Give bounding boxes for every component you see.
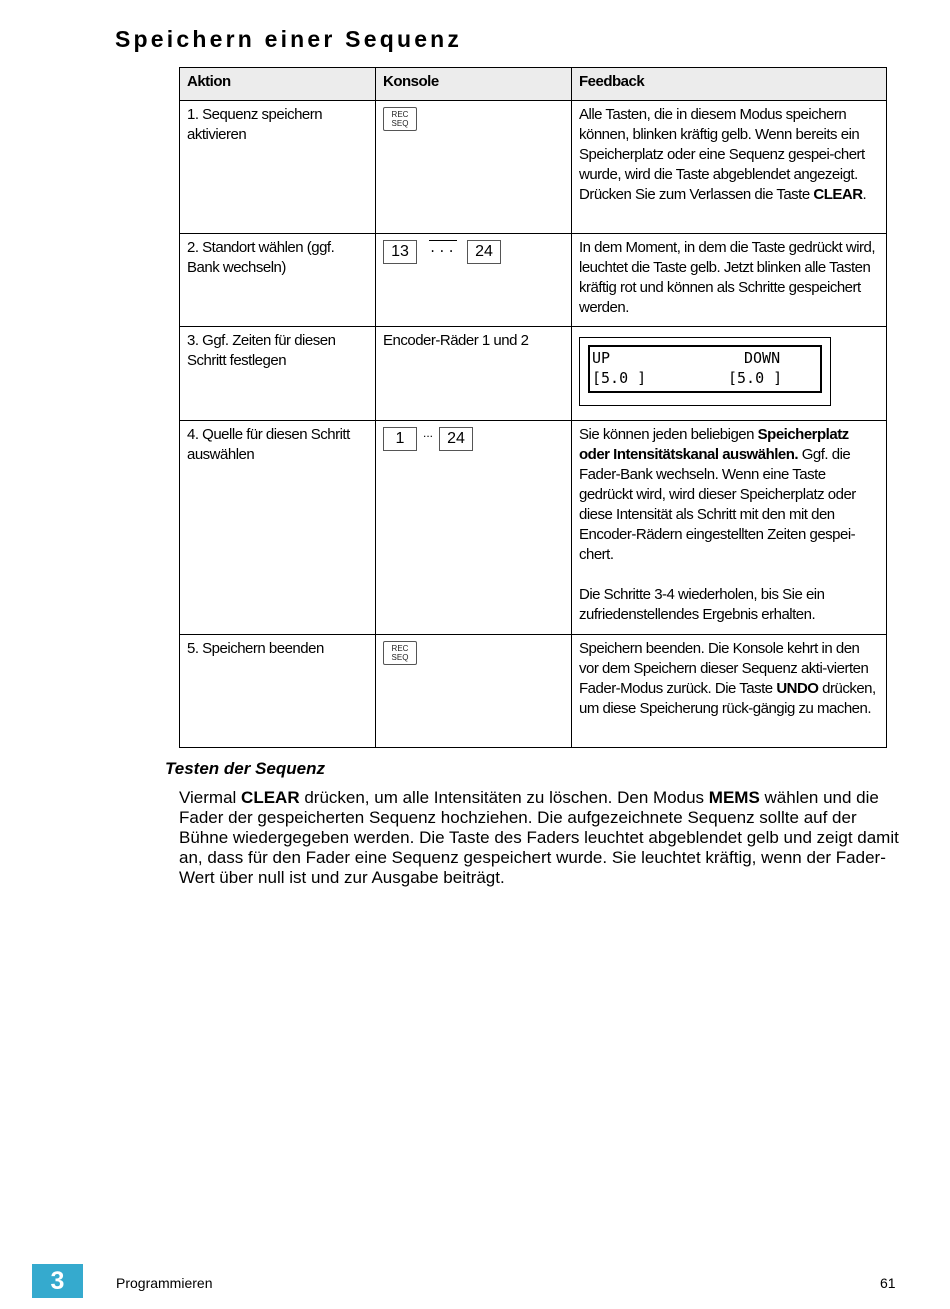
key-1-icon: 1 <box>383 427 417 451</box>
lcd-down-value: [5.0 ] <box>728 369 783 387</box>
table-row <box>180 327 887 421</box>
action-cell: 3. Ggf. Zeiten für diesen Schritt festlegen <box>180 327 376 421</box>
console-cell <box>376 234 572 327</box>
table-header-row <box>180 68 887 101</box>
rec-seq-key-icon: REC SEQ <box>383 641 417 665</box>
table-row <box>180 635 887 748</box>
feedback-cell: Alle Tasten, die in diesem Modus speichern können, blinken kräftig gelb. Wenn bereits ein Speicherplatz oder eine Sequenz gespei-chert wurde, wird die Taste abgeblendet angezeigt. Drücken Sie zum Verlassen die Taste CLEAR. <box>572 101 887 234</box>
lcd-down-label: DOWN <box>744 349 781 367</box>
key-24-icon: 24 <box>439 427 473 451</box>
table-row <box>180 421 887 635</box>
table-row <box>180 234 887 327</box>
console-cell <box>376 421 572 635</box>
chapter-title: Programmieren <box>116 1275 213 1291</box>
steps-table <box>179 67 887 748</box>
key-13-icon: 13 <box>383 240 417 264</box>
section-heading: Speichern einer Sequenz <box>115 26 463 52</box>
feedback-cell: Sie können jeden beliebigen Speicherplatz oder Intensitätskanal auswählen. Ggf. die Fader-Bank wechseln. Wenn eine Taste gedrückt wird, wird dieser Speicherplatz oder diese Intensität als Schritt mit den mit den Encoder-Rädern eingestellten Zeiten gespei-chert. Die Schritte 3-4 wiederholen, bis Sie ein zufriedenstellendes Ergebnis erhalten. <box>572 421 887 635</box>
header-konsole: Konsole <box>376 68 572 101</box>
lcd-up-value: [5.0 ] <box>592 369 647 387</box>
range-dots: ... <box>429 241 457 255</box>
range-dots: ... <box>423 426 434 440</box>
action-cell: 5. Speichern beenden <box>180 635 376 748</box>
feedback-cell: Speichern beenden. Die Konsole kehrt in den vor dem Speichern dieser Sequenz akti-vierten Fader-Modus zurück. Die Taste UNDO drücken, um diese Speicherung rück-gängig zu machen. <box>572 635 887 748</box>
console-cell <box>376 101 572 234</box>
header-feedback: Feedback <box>572 68 887 101</box>
lcd-up-label: UP <box>592 349 611 367</box>
action-cell: 1. Sequenz speichern aktivieren <box>180 101 376 234</box>
lcd-display <box>579 337 831 406</box>
feedback-cell <box>572 327 887 421</box>
action-cell: 2. Standort wählen (ggf. Bank wechseln) <box>180 234 376 327</box>
action-cell: 4. Quelle für diesen Schritt auswählen <box>180 421 376 635</box>
rec-seq-key-icon: REC SEQ <box>383 107 417 131</box>
table-row <box>180 101 887 234</box>
key-24-icon: 24 <box>467 240 501 264</box>
console-cell: Encoder-Räder 1 und 2 <box>376 327 572 421</box>
chapter-number-badge: 3 <box>32 1264 83 1298</box>
feedback-note: Die Schritte 3-4 wiederholen, bis Sie ein zufriedenstellendes Ergebnis erhalten. <box>579 586 825 623</box>
page-number: 61 <box>880 1275 896 1291</box>
feedback-cell: In dem Moment, in dem die Taste gedrückt wird, leuchtet die Taste gelb. Jetzt blinken alle Tasten kräftig rot und können als Schritte gespeichert werden. <box>572 234 887 327</box>
body-paragraph: Viermal CLEAR drücken, um alle Intensitäten zu löschen. Den Modus MEMS wählen und die Fader der gespeicherten Sequenz hochziehen. Die aufgezeichnete Sequenz sollte auf der Bühne wiedergegeben werden. Die Taste des Faders leuchtet abgeblendet gelb und zeigt damit an, dass für den Fader eine Sequenz gespeichert wurde. Sie leuchtet kräftig, wenn der Fader-Wert über null ist und zur Ausgabe beiträgt. <box>179 788 899 887</box>
header-aktion: Aktion <box>180 68 376 101</box>
console-cell <box>376 635 572 748</box>
subheading: Testen der Sequenz <box>165 759 325 778</box>
